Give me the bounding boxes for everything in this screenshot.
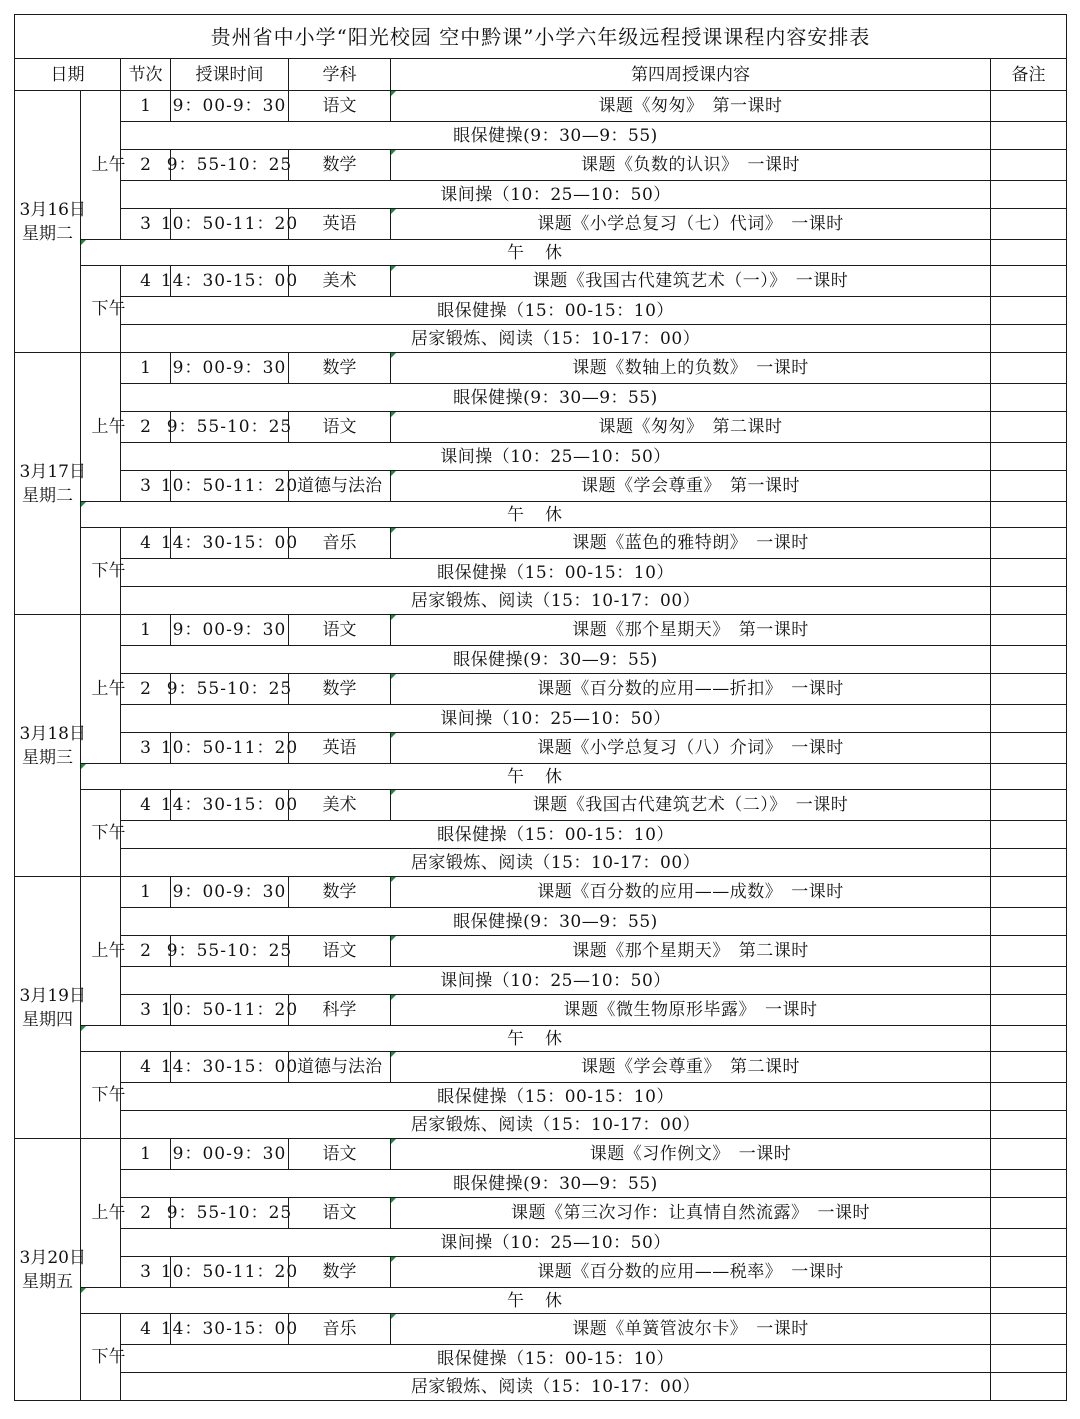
time-cell: [160, 528, 299, 559]
remarks-cell: [991, 412, 1067, 443]
activity-cell: 居家锻炼、阅读（15：10-17：00）: [121, 849, 991, 877]
remarks-cell: [991, 122, 1067, 150]
lesson-row: [15, 91, 1067, 122]
lesson-content-cell: 课题《百分数的应用——折扣》 一课时: [391, 674, 991, 705]
subject-cell: 数学: [289, 150, 391, 181]
lesson-row: [15, 412, 1067, 443]
lesson-row: [15, 1198, 1067, 1229]
remarks-cell: [991, 646, 1067, 674]
time-text: 9：55-10：25: [166, 941, 293, 961]
time-text: 9：00-9：30: [172, 882, 287, 902]
lesson-row: [15, 353, 1067, 384]
subject-cell: 美术: [289, 790, 391, 821]
activity-row: [15, 1229, 1067, 1257]
time-cell: [160, 1314, 299, 1345]
subject-cell: 语文: [289, 91, 391, 122]
lesson-content-cell: 课题《那个星期天》 第一课时: [391, 615, 991, 646]
date-cell: [15, 1139, 86, 1401]
period-cell: 4: [121, 528, 171, 559]
time-cell: [160, 733, 299, 764]
time-text: 10：50-11：20: [160, 476, 299, 496]
noon-row: [15, 502, 1067, 528]
lesson-content-cell: 课题《负数的认识》 一课时: [391, 150, 991, 181]
activity-cell: 眼保健操（15：00-15：10）: [121, 1083, 991, 1111]
noon-break-cell: 午 休: [81, 240, 991, 266]
period-cell: 3: [121, 1257, 171, 1288]
activity-row: [15, 559, 1067, 587]
lesson-row: [15, 877, 1067, 908]
time-cell: [171, 877, 289, 908]
date-cell: [15, 877, 86, 1139]
remarks-cell: [991, 1026, 1067, 1052]
time-text: 9：00-9：30: [172, 358, 287, 378]
activity-cell: 眼保健操(9：30—9：55): [121, 646, 991, 674]
period-cell: 4: [121, 266, 171, 297]
remarks-cell: [991, 1170, 1067, 1198]
remarks-cell: [991, 849, 1067, 877]
table-title: 贵州省中小学“阳光校园 空中黔课”小学六年级远程授课课程内容安排表: [15, 15, 1067, 59]
time-cell: [160, 790, 299, 821]
period-cell: 4: [121, 790, 171, 821]
header-content: 第四周授课内容: [391, 59, 991, 91]
remarks-cell: [991, 764, 1067, 790]
morning-cell: [81, 615, 126, 764]
lesson-content-cell: 课题《单簧管波尔卡》 一课时: [391, 1314, 991, 1345]
remarks-cell: [991, 705, 1067, 733]
weekday-label: 星期二: [22, 223, 73, 244]
activity-row: [15, 181, 1067, 209]
activity-cell: 眼保健操（15：00-15：10）: [121, 1345, 991, 1373]
remarks-cell: [991, 674, 1067, 705]
time-cell: [166, 1198, 293, 1229]
lesson-row: [15, 995, 1067, 1026]
time-cell: [171, 615, 289, 646]
date-label: 3月19日: [19, 985, 86, 1006]
header-date: 日期: [15, 59, 121, 91]
lesson-row: [15, 674, 1067, 705]
subject-cell: 道德与法治: [289, 471, 391, 502]
activity-cell: 眼保健操(9：30—9：55): [121, 1170, 991, 1198]
noon-break-cell: 午 休: [81, 1288, 991, 1314]
noon-row: [15, 240, 1067, 266]
subject-cell: 数学: [289, 1257, 391, 1288]
weekday-label: 星期二: [22, 485, 73, 506]
time-cell: [160, 209, 299, 240]
period-cell: 1: [121, 1139, 171, 1170]
remarks-cell: [991, 908, 1067, 936]
afternoon-cell: [81, 790, 126, 877]
time-text: 9：00-9：30: [172, 1144, 287, 1164]
time-text: 14：30-15：00: [160, 795, 299, 815]
remarks-cell: [991, 790, 1067, 821]
remarks-cell: [991, 559, 1067, 587]
time-text: 14：30-15：00: [160, 271, 299, 291]
subject-cell: 数学: [289, 877, 391, 908]
noon-row: [15, 1026, 1067, 1052]
activity-row: [15, 384, 1067, 412]
remarks-cell: [991, 150, 1067, 181]
time-cell: [160, 1257, 299, 1288]
period-cell: 2: [121, 150, 171, 181]
remarks-cell: [991, 1345, 1067, 1373]
morning-label: 上午: [91, 417, 126, 437]
period-cell: 3: [121, 209, 171, 240]
morning-cell: [81, 1139, 126, 1288]
remarks-cell: [991, 443, 1067, 471]
date-cell: [15, 353, 86, 615]
date-label: 3月17日: [19, 461, 86, 482]
activity-cell: 课间操（10：25—10：50）: [121, 705, 991, 733]
activity-row: [15, 443, 1067, 471]
activity-row: [15, 1170, 1067, 1198]
lesson-content-cell: 课题《我国古代建筑艺术（一）》 一课时: [391, 266, 991, 297]
remarks-cell: [991, 1229, 1067, 1257]
remarks-cell: [991, 733, 1067, 764]
time-text: 14：30-15：00: [160, 1057, 299, 1077]
lesson-content-cell: 课题《微生物原形毕露》 一课时: [391, 995, 991, 1026]
remarks-cell: [991, 615, 1067, 646]
lesson-content-cell: 课题《百分数的应用——成数》 一课时: [391, 877, 991, 908]
lesson-row: [15, 790, 1067, 821]
date-cell: [15, 615, 86, 877]
afternoon-label: 下午: [91, 1347, 126, 1367]
lesson-row: [15, 209, 1067, 240]
morning-label: 上午: [91, 679, 126, 699]
activity-row: [15, 705, 1067, 733]
noon-break-cell: 午 休: [81, 764, 991, 790]
period-cell: 2: [121, 1198, 171, 1229]
activity-cell: 眼保健操（15：00-15：10）: [121, 559, 991, 587]
activity-cell: 眼保健操(9：30—9：55): [121, 908, 991, 936]
lesson-row: [15, 528, 1067, 559]
morning-label: 上午: [91, 941, 126, 961]
activity-cell: 居家锻炼、阅读（15：10-17：00）: [121, 1111, 991, 1139]
activity-row: [15, 587, 1067, 615]
remarks-cell: [991, 384, 1067, 412]
period-cell: 2: [121, 936, 171, 967]
period-cell: 3: [121, 471, 171, 502]
lesson-content-cell: 课题《小学总复习（七）代词》 一课时: [391, 209, 991, 240]
time-cell: [171, 1139, 289, 1170]
subject-cell: 语文: [289, 412, 391, 443]
period-cell: 1: [121, 877, 171, 908]
time-cell: [166, 936, 293, 967]
time-text: 10：50-11：20: [160, 1262, 299, 1282]
lesson-row: [15, 733, 1067, 764]
remarks-cell: [991, 1052, 1067, 1083]
remarks-cell: [991, 877, 1067, 908]
time-cell: [160, 266, 299, 297]
lesson-content-cell: 课题《蓝色的雅特朗》 一课时: [391, 528, 991, 559]
date-label: 3月20日: [19, 1247, 86, 1268]
time-cell: [160, 471, 299, 502]
remarks-cell: [991, 528, 1067, 559]
period-cell: 2: [121, 412, 171, 443]
weekday-label: 星期五: [22, 1271, 73, 1292]
noon-row: [15, 1288, 1067, 1314]
time-text: 10：50-11：20: [160, 214, 299, 234]
activity-cell: 眼保健操（15：00-15：10）: [121, 297, 991, 325]
header-time: 授课时间: [171, 59, 289, 91]
subject-cell: 音乐: [289, 528, 391, 559]
time-cell: [166, 150, 293, 181]
period-cell: 4: [121, 1052, 171, 1083]
header-period: 节次: [121, 59, 171, 91]
remarks-cell: [991, 209, 1067, 240]
remarks-cell: [991, 1139, 1067, 1170]
afternoon-label: 下午: [91, 299, 126, 319]
lesson-row: [15, 1314, 1067, 1345]
remarks-cell: [991, 471, 1067, 502]
activity-row: [15, 821, 1067, 849]
remarks-cell: [991, 1198, 1067, 1229]
afternoon-cell: [81, 1052, 126, 1139]
activity-row: [15, 646, 1067, 674]
morning-label: 上午: [91, 1203, 126, 1223]
date-label: 3月16日: [19, 199, 86, 220]
remarks-cell: [991, 1288, 1067, 1314]
afternoon-cell: [81, 1314, 126, 1401]
activity-row: [15, 849, 1067, 877]
morning-cell: [81, 353, 126, 502]
subject-cell: 语文: [289, 936, 391, 967]
activity-row: [15, 1345, 1067, 1373]
remarks-cell: [991, 502, 1067, 528]
lesson-row: [15, 615, 1067, 646]
activity-row: [15, 967, 1067, 995]
activity-row: [15, 122, 1067, 150]
activity-cell: 课间操（10：25—10：50）: [121, 967, 991, 995]
schedule-table: [14, 14, 1067, 1401]
period-cell: 1: [121, 91, 171, 122]
subject-cell: 数学: [289, 674, 391, 705]
lesson-content-cell: 课题《百分数的应用——税率》 一课时: [391, 1257, 991, 1288]
lesson-row: [15, 1257, 1067, 1288]
activity-cell: 居家锻炼、阅读（15：10-17：00）: [121, 325, 991, 353]
afternoon-cell: [81, 528, 126, 615]
subject-cell: 语文: [289, 1198, 391, 1229]
period-cell: 3: [121, 995, 171, 1026]
schedule-body: [15, 91, 1067, 1401]
remarks-cell: [991, 587, 1067, 615]
lesson-row: [15, 936, 1067, 967]
lesson-content-cell: 课题《数轴上的负数》 一课时: [391, 353, 991, 384]
time-text: 10：50-11：20: [160, 738, 299, 758]
remarks-cell: [991, 1314, 1067, 1345]
time-cell: [166, 674, 293, 705]
subject-cell: 音乐: [289, 1314, 391, 1345]
lesson-row: [15, 150, 1067, 181]
period-cell: 4: [121, 1314, 171, 1345]
lesson-content-cell: 课题《小学总复习（八）介词》 一课时: [391, 733, 991, 764]
time-text: 9：00-9：30: [172, 620, 287, 640]
remarks-cell: [991, 1083, 1067, 1111]
lesson-content-cell: 课题《我国古代建筑艺术（二）》 一课时: [391, 790, 991, 821]
time-text: 9：00-9：30: [172, 96, 287, 116]
activity-row: [15, 1083, 1067, 1111]
subject-cell: 语文: [289, 1139, 391, 1170]
subject-cell: 道德与法治: [289, 1052, 391, 1083]
morning-cell: [81, 91, 126, 240]
time-text: 14：30-15：00: [160, 533, 299, 553]
activity-cell: 眼保健操(9：30—9：55): [121, 384, 991, 412]
remarks-cell: [991, 1111, 1067, 1139]
period-cell: 3: [121, 733, 171, 764]
lesson-content-cell: 课题《习作例文》 一课时: [391, 1139, 991, 1170]
remarks-cell: [991, 995, 1067, 1026]
activity-row: [15, 1111, 1067, 1139]
morning-label: 上午: [91, 155, 126, 175]
remarks-cell: [991, 1373, 1067, 1401]
time-text: 9：55-10：25: [166, 1203, 293, 1223]
activity-cell: 眼保健操（15：00-15：10）: [121, 821, 991, 849]
activity-cell: 课间操（10：25—10：50）: [121, 1229, 991, 1257]
date-label: 3月18日: [19, 723, 86, 744]
subject-cell: 科学: [289, 995, 391, 1026]
time-cell: [160, 995, 299, 1026]
remarks-cell: [991, 297, 1067, 325]
header-subject: 学科: [289, 59, 391, 91]
activity-row: [15, 1373, 1067, 1401]
remarks-cell: [991, 91, 1067, 122]
title-row: [15, 15, 1067, 59]
lesson-row: [15, 1052, 1067, 1083]
lesson-content-cell: 课题《匆匆》 第一课时: [391, 91, 991, 122]
activity-row: [15, 908, 1067, 936]
lesson-content-cell: 课题《学会尊重》 第二课时: [391, 1052, 991, 1083]
activity-row: [15, 325, 1067, 353]
weekday-label: 星期三: [22, 747, 73, 768]
activity-cell: 眼保健操(9：30—9：55): [121, 122, 991, 150]
remarks-cell: [991, 181, 1067, 209]
remarks-cell: [991, 967, 1067, 995]
subject-cell: 语文: [289, 615, 391, 646]
lesson-row: [15, 266, 1067, 297]
activity-cell: 居家锻炼、阅读（15：10-17：00）: [121, 1373, 991, 1401]
remarks-cell: [991, 266, 1067, 297]
header-row: [15, 59, 1067, 91]
subject-cell: 英语: [289, 733, 391, 764]
remarks-cell: [991, 353, 1067, 384]
lesson-row: [15, 471, 1067, 502]
period-cell: 2: [121, 674, 171, 705]
period-cell: 1: [121, 615, 171, 646]
remarks-cell: [991, 821, 1067, 849]
time-cell: [166, 412, 293, 443]
lesson-content-cell: 课题《匆匆》 第二课时: [391, 412, 991, 443]
time-text: 9：55-10：25: [166, 155, 293, 175]
remarks-cell: [991, 325, 1067, 353]
remarks-cell: [991, 240, 1067, 266]
time-text: 9：55-10：25: [166, 417, 293, 437]
afternoon-label: 下午: [91, 1085, 126, 1105]
period-cell: 1: [121, 353, 171, 384]
afternoon-cell: [81, 266, 126, 353]
subject-cell: 英语: [289, 209, 391, 240]
time-cell: [160, 1052, 299, 1083]
noon-break-cell: 午 休: [81, 1026, 991, 1052]
activity-row: [15, 297, 1067, 325]
lesson-row: [15, 1139, 1067, 1170]
time-text: 10：50-11：20: [160, 1000, 299, 1020]
morning-cell: [81, 877, 126, 1026]
subject-cell: 数学: [289, 353, 391, 384]
afternoon-label: 下午: [91, 561, 126, 581]
remarks-cell: [991, 936, 1067, 967]
time-text: 14：30-15：00: [160, 1319, 299, 1339]
subject-cell: 美术: [289, 266, 391, 297]
activity-cell: 课间操（10：25—10：50）: [121, 443, 991, 471]
afternoon-label: 下午: [91, 823, 126, 843]
activity-cell: 居家锻炼、阅读（15：10-17：00）: [121, 587, 991, 615]
activity-cell: 课间操（10：25—10：50）: [121, 181, 991, 209]
time-text: 9：55-10：25: [166, 679, 293, 699]
remarks-cell: [991, 1257, 1067, 1288]
noon-break-cell: 午 休: [81, 502, 991, 528]
date-cell: [15, 91, 86, 353]
time-cell: [171, 91, 289, 122]
weekday-label: 星期四: [22, 1009, 73, 1030]
lesson-content-cell: 课题《那个星期天》 第二课时: [391, 936, 991, 967]
lesson-content-cell: 课题《第三次习作：让真情自然流露》 一课时: [391, 1198, 991, 1229]
time-cell: [171, 353, 289, 384]
header-remarks: 备注: [991, 59, 1067, 91]
lesson-content-cell: 课题《学会尊重》 第一课时: [391, 471, 991, 502]
noon-row: [15, 764, 1067, 790]
